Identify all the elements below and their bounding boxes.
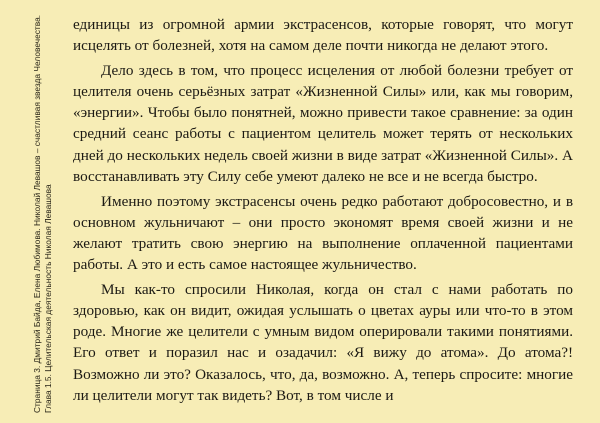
page-sidebar [0, 0, 66, 423]
sidebar-caption-line-2: Глава 1.5. Целительская деятельность Николая Левашова [42, 184, 53, 413]
paragraph-2: Дело здесь в том, что процесс исцеления от любой болезни требует от целителя очень серьёзных затрат «Жизненной Силы» или, как мы говорим, «энергии». Чтобы было понятней, можно привести такое сравнение: за один средний сеанс работы с пациентом целитель может терять от нескольких дней до нескольких недель своей жизни в виде затрат «Жизненной Силы». А восстанавливать эту Силу себе умеют далеко не все и не всегда быстро. [73, 62, 573, 185]
paragraph-3: Именно поэтому экстрасенсы очень редко работают добросовестно, и в основном жульничают – они просто экономят время своей жизни и не желают тратить свою энергию на выполнение оплаченной пациентами работы. А это и есть самое настоящее жульничество. [73, 192, 573, 274]
paragraph-4: Мы как-то спросили Николая, когда он стал с нами работать по здоровью, как он видит, ожидая услышать о цветах ауры или что-то в этом роде. Многие же целители с умным видом оперировали такими понятиями. Его ответ и поразил нас и озадачил: «Я вижу до атома». До атома?! Возможно ли это? Оказалось, что, да, возможно. А, теперь спросите: многие ли целители могут так видеть? Вот, в том числе и [73, 281, 573, 404]
sidebar-caption [32, 15, 53, 413]
sidebar-caption-line-1: Страница 3. Дмитрий Байда, Елена Любимова. Николай Левашов – счастливая звезда Человечества. [32, 14, 42, 413]
page-body [73, 14, 573, 410]
paragraph-1: единицы из огромной армии экстрасенсов, которые говорят, что могут исцелять от болезней, хотя на самом деле почти никогда не делают этого. [73, 16, 573, 55]
